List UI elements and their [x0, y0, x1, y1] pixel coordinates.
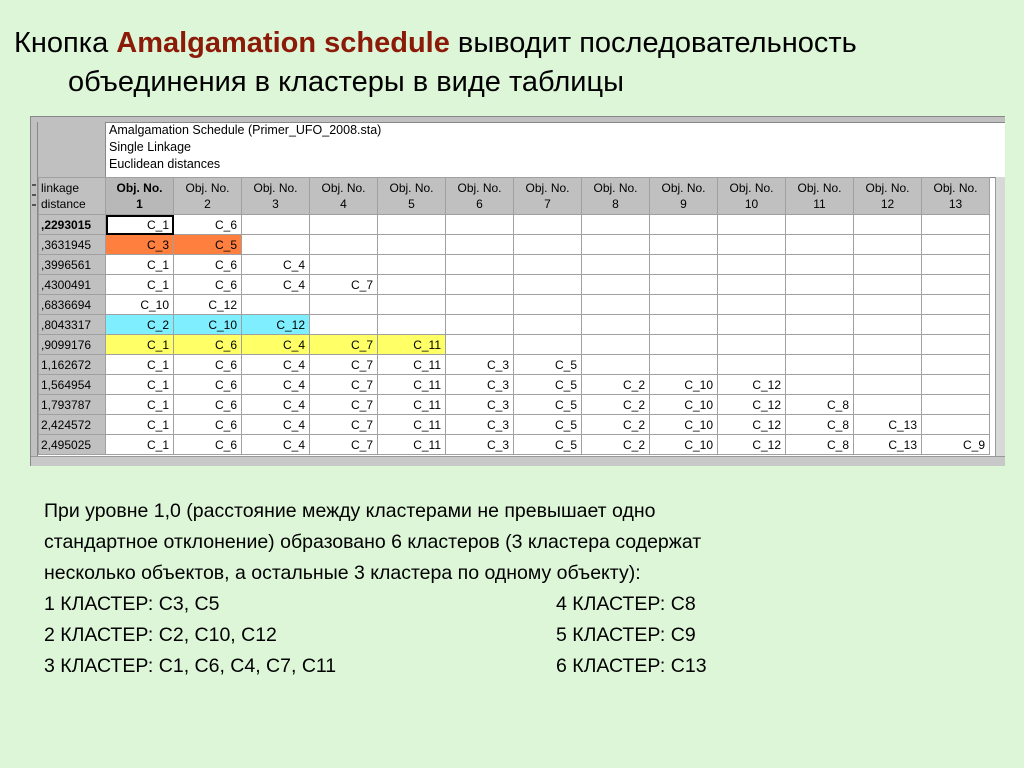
column-header-obj-12[interactable]: Obj. No. 12 — [854, 178, 922, 215]
table-cell[interactable] — [242, 215, 310, 235]
table-cell[interactable] — [446, 215, 514, 235]
table-cell[interactable] — [650, 235, 718, 255]
table-cell[interactable]: C_9 — [922, 435, 990, 455]
table-cell[interactable]: C_10 — [174, 315, 242, 335]
column-header-obj-1[interactable]: Obj. No. 1 — [106, 178, 174, 215]
table-cell[interactable]: C_4 — [242, 355, 310, 375]
table-cell[interactable]: C_6 — [174, 415, 242, 435]
table-cell[interactable] — [650, 295, 718, 315]
table-cell[interactable]: C_2 — [582, 415, 650, 435]
info-line-2: Single Linkage — [109, 140, 192, 154]
info-line-1: Amalgamation Schedule (Primer_UFO_2008.sta) — [109, 123, 382, 137]
table-cell[interactable]: C_7 — [310, 435, 378, 455]
linkage-distance-header[interactable]: linkage distance — [39, 178, 106, 215]
table-cell[interactable] — [310, 295, 378, 315]
table-cell[interactable]: C_1 — [106, 355, 174, 375]
table-cell[interactable] — [378, 295, 446, 315]
table-cell[interactable] — [854, 335, 922, 355]
table-cell[interactable] — [242, 235, 310, 255]
table-cell[interactable] — [514, 275, 582, 295]
cluster-row-3 — [44, 651, 1004, 682]
table-cell[interactable]: C_6 — [174, 255, 242, 275]
table-cell[interactable]: C_4 — [242, 255, 310, 275]
table-cell[interactable] — [786, 275, 854, 295]
table-cell[interactable] — [718, 255, 786, 275]
table-cell[interactable] — [446, 275, 514, 295]
table-cell[interactable] — [650, 315, 718, 335]
table-cell[interactable]: C_1 — [106, 435, 174, 455]
row-header-strip[interactable] — [31, 122, 38, 466]
title-suffix: выводит последовательность — [449, 27, 857, 59]
table-cell[interactable]: C_10 — [650, 415, 718, 435]
row-header-distance[interactable]: ,2293015 — [39, 215, 106, 235]
table-cell[interactable]: C_1 — [106, 215, 174, 235]
table-cell[interactable]: C_4 — [242, 375, 310, 395]
table-cell[interactable]: C_5 — [174, 235, 242, 255]
table-cell[interactable] — [786, 215, 854, 235]
table-cell[interactable] — [582, 315, 650, 335]
spreadsheet-window — [30, 116, 1005, 466]
table-cell[interactable]: C_11 — [378, 435, 446, 455]
table-cell[interactable] — [786, 335, 854, 355]
table-cell[interactable]: C_3 — [446, 435, 514, 455]
table-cell[interactable]: C_6 — [174, 355, 242, 375]
table-cell[interactable]: C_12 — [718, 395, 786, 415]
table-cell[interactable]: C_7 — [310, 335, 378, 355]
table-cell[interactable]: C_6 — [174, 395, 242, 415]
title-line2: объединения в кластеры в виде таблицы — [68, 66, 624, 98]
table-cell[interactable] — [718, 335, 786, 355]
table-cell[interactable]: C_5 — [514, 415, 582, 435]
table-cell[interactable] — [718, 235, 786, 255]
row-header-distance[interactable]: ,6836694 — [39, 295, 106, 315]
table-cell[interactable]: C_3 — [446, 375, 514, 395]
table-cell[interactable] — [650, 335, 718, 355]
column-header-obj-11[interactable]: Obj. No. 11 — [786, 178, 854, 215]
table-cell[interactable] — [718, 275, 786, 295]
table-cell[interactable] — [854, 255, 922, 275]
table-cell[interactable] — [854, 315, 922, 335]
table-row — [39, 415, 990, 435]
column-header-obj-10[interactable]: Obj. No. 10 — [718, 178, 786, 215]
column-header-obj-2[interactable]: Obj. No. 2 — [174, 178, 242, 215]
table-cell[interactable] — [718, 355, 786, 375]
table-cell[interactable]: C_1 — [106, 255, 174, 275]
table-cell[interactable]: C_2 — [582, 395, 650, 415]
table-cell[interactable] — [786, 315, 854, 335]
table-cell[interactable] — [922, 355, 990, 375]
vertical-scrollbar[interactable] — [995, 177, 1005, 466]
column-header-obj-6[interactable]: Obj. No. 6 — [446, 178, 514, 215]
table-cell[interactable]: C_11 — [378, 375, 446, 395]
horizontal-scrollbar[interactable] — [31, 456, 1005, 466]
table-cell[interactable]: C_7 — [310, 415, 378, 435]
table-row — [39, 295, 990, 315]
table-cell[interactable]: C_12 — [174, 295, 242, 315]
table-cell[interactable] — [310, 215, 378, 235]
table-cell[interactable] — [922, 275, 990, 295]
row-header-distance[interactable]: 1,793787 — [39, 395, 106, 415]
table-cell[interactable]: C_10 — [650, 435, 718, 455]
table-cell[interactable]: C_3 — [446, 355, 514, 375]
table-row — [39, 355, 990, 375]
table-cell[interactable] — [650, 275, 718, 295]
table-cell[interactable] — [922, 375, 990, 395]
title-prefix: Кнопка — [14, 27, 117, 59]
title-highlight: Amalgamation schedule — [116, 27, 450, 59]
table-cell[interactable]: C_1 — [106, 375, 174, 395]
table-cell[interactable] — [514, 295, 582, 315]
cluster-5: 5 КЛАСТЕР: С9 — [556, 624, 696, 646]
table-cell[interactable] — [650, 355, 718, 375]
row-header-distance[interactable]: 2,424572 — [39, 415, 106, 435]
table-cell[interactable] — [446, 335, 514, 355]
table-cell[interactable]: C_2 — [582, 435, 650, 455]
table-cell[interactable]: C_11 — [378, 355, 446, 375]
table-cell[interactable]: C_4 — [242, 275, 310, 295]
table-cell[interactable]: C_5 — [514, 375, 582, 395]
table-cell[interactable] — [854, 215, 922, 235]
table-cell[interactable]: C_4 — [242, 415, 310, 435]
table-cell[interactable]: C_1 — [106, 275, 174, 295]
table-cell[interactable] — [514, 235, 582, 255]
column-header-obj-9[interactable]: Obj. No. 9 — [650, 178, 718, 215]
table-cell[interactable] — [514, 255, 582, 275]
table-cell[interactable] — [242, 295, 310, 315]
table-cell[interactable] — [446, 315, 514, 335]
table-row — [39, 215, 990, 235]
table-cell[interactable]: C_1 — [106, 335, 174, 355]
table-cell[interactable] — [922, 315, 990, 335]
table-row — [39, 275, 990, 295]
table-cell[interactable] — [650, 255, 718, 275]
text-line-2: стандартное отклонение) образовано 6 кластеров (3 кластера содержат — [44, 531, 702, 553]
cluster-row-1 — [44, 589, 1004, 620]
table-cell[interactable] — [922, 335, 990, 355]
row-header-distance[interactable]: 1,564954 — [39, 375, 106, 395]
table-cell[interactable] — [582, 295, 650, 315]
table-cell[interactable]: C_8 — [786, 415, 854, 435]
table-row — [39, 435, 990, 455]
table-cell[interactable]: C_10 — [650, 375, 718, 395]
row-header-distance[interactable]: ,8043317 — [39, 315, 106, 335]
table-cell[interactable]: C_4 — [242, 435, 310, 455]
table-cell[interactable] — [310, 255, 378, 275]
table-row — [39, 375, 990, 395]
text-line-1: При уровне 1,0 (расстояние между кластерами не превышает одно — [44, 500, 656, 522]
row-header-distance[interactable]: 2,495025 — [39, 435, 106, 455]
table-cell[interactable] — [922, 235, 990, 255]
table-cell[interactable]: C_11 — [378, 395, 446, 415]
amalgamation-table — [38, 177, 990, 455]
table-cell[interactable]: C_6 — [174, 335, 242, 355]
table-cell[interactable] — [854, 235, 922, 255]
table-row — [39, 315, 990, 335]
table-cell[interactable]: C_7 — [310, 375, 378, 395]
table-cell[interactable] — [446, 295, 514, 315]
info-line-3: Euclidean distances — [109, 157, 221, 171]
table-cell[interactable] — [582, 275, 650, 295]
column-header-obj-3[interactable]: Obj. No. 3 — [242, 178, 310, 215]
table-cell[interactable] — [718, 215, 786, 235]
table-row — [39, 335, 990, 355]
text-line-3: несколько объектов, а остальные 3 кластера по одному объекту): — [44, 562, 641, 584]
table-cell[interactable]: C_5 — [514, 395, 582, 415]
table-cell[interactable]: C_5 — [514, 355, 582, 375]
table-cell[interactable] — [514, 315, 582, 335]
table-cell[interactable]: C_8 — [786, 435, 854, 455]
cluster-row-2 — [44, 620, 1004, 651]
table-row — [39, 235, 990, 255]
table-cell[interactable] — [582, 255, 650, 275]
table-cell[interactable] — [786, 355, 854, 375]
table-cell[interactable] — [582, 355, 650, 375]
column-header-obj-4[interactable]: Obj. No. 4 — [310, 178, 378, 215]
table-cell[interactable]: C_7 — [310, 395, 378, 415]
table-cell[interactable] — [854, 395, 922, 415]
left-header-block — [38, 122, 106, 178]
cluster-4: 4 КЛАСТЕР: С8 — [556, 593, 696, 615]
cluster-1: 1 КЛАСТЕР: С3, С5 — [44, 593, 220, 615]
table-cell[interactable]: C_10 — [650, 395, 718, 415]
table-cell[interactable]: C_2 — [582, 375, 650, 395]
table-cell[interactable] — [310, 235, 378, 255]
table-cell[interactable]: C_13 — [854, 415, 922, 435]
table-cell[interactable] — [854, 355, 922, 375]
table-cell[interactable] — [922, 255, 990, 275]
table-cell[interactable] — [446, 235, 514, 255]
table-cell[interactable]: C_2 — [106, 315, 174, 335]
table-cell[interactable]: C_11 — [378, 335, 446, 355]
table-cell[interactable] — [718, 295, 786, 315]
table-cell[interactable] — [718, 315, 786, 335]
table-cell[interactable]: C_12 — [242, 315, 310, 335]
table-row — [39, 255, 990, 275]
table-cell[interactable]: C_12 — [718, 435, 786, 455]
table-cell[interactable]: C_6 — [174, 435, 242, 455]
table-cell[interactable] — [582, 235, 650, 255]
table-cell[interactable] — [922, 415, 990, 435]
cluster-3: 3 КЛАСТЕР: С1, С6, С4, С7, С11 — [44, 655, 337, 677]
row-header-distance[interactable]: 1,162672 — [39, 355, 106, 375]
table-cell[interactable] — [786, 255, 854, 275]
table-cell[interactable] — [378, 315, 446, 335]
table-cell[interactable] — [854, 275, 922, 295]
table-cell[interactable] — [854, 295, 922, 315]
table-cell[interactable] — [378, 215, 446, 235]
table-cell[interactable] — [854, 375, 922, 395]
table-cell[interactable]: C_6 — [174, 275, 242, 295]
column-header-obj-13[interactable]: Obj. No. 13 — [922, 178, 990, 215]
column-header-obj-7[interactable]: Obj. No. 7 — [514, 178, 582, 215]
table-cell[interactable] — [786, 295, 854, 315]
table-cell[interactable]: C_7 — [310, 275, 378, 295]
table-cell[interactable] — [514, 335, 582, 355]
table-cell[interactable] — [378, 235, 446, 255]
table-cell[interactable]: C_6 — [174, 215, 242, 235]
table-cell[interactable]: C_5 — [514, 435, 582, 455]
table-cell[interactable]: C_13 — [854, 435, 922, 455]
table-cell[interactable] — [582, 215, 650, 235]
table-cell[interactable]: C_7 — [310, 355, 378, 375]
table-cell[interactable]: C_12 — [718, 375, 786, 395]
table-cell[interactable]: C_3 — [446, 395, 514, 415]
table-cell[interactable]: C_6 — [174, 375, 242, 395]
cluster-6: 6 КЛАСТЕР: С13 — [556, 655, 707, 677]
table-cell[interactable]: C_8 — [786, 395, 854, 415]
table-cell[interactable]: C_12 — [718, 415, 786, 435]
table-cell[interactable]: C_4 — [242, 335, 310, 355]
table-cell[interactable]: C_3 — [446, 415, 514, 435]
table-cell[interactable]: C_3 — [106, 235, 174, 255]
table-cell[interactable]: C_11 — [378, 415, 446, 435]
table-cell[interactable]: C_1 — [106, 415, 174, 435]
table-cell[interactable] — [310, 315, 378, 335]
table-cell[interactable] — [922, 295, 990, 315]
explanation-text — [44, 496, 1004, 682]
table-cell[interactable] — [650, 215, 718, 235]
table-cell[interactable]: C_4 — [242, 395, 310, 415]
table-cell[interactable]: C_10 — [106, 295, 174, 315]
table-cell[interactable] — [446, 255, 514, 275]
slide-title — [14, 24, 1014, 102]
table-cell[interactable] — [378, 255, 446, 275]
table-cell[interactable] — [922, 395, 990, 415]
table-row — [39, 395, 990, 415]
row-header-distance[interactable]: ,9099176 — [39, 335, 106, 355]
schedule-info — [106, 122, 1005, 178]
table-cell[interactable] — [582, 335, 650, 355]
table-cell[interactable] — [514, 215, 582, 235]
column-header-obj-8[interactable]: Obj. No. 8 — [582, 178, 650, 215]
column-header-obj-5[interactable]: Obj. No. 5 — [378, 178, 446, 215]
table-cell[interactable] — [378, 275, 446, 295]
table-cell[interactable] — [786, 375, 854, 395]
cluster-2: 2 КЛАСТЕР: С2, С10, С12 — [44, 624, 277, 646]
table-cell[interactable] — [922, 215, 990, 235]
row-header-distance[interactable]: ,4300491 — [39, 275, 106, 295]
table-cell[interactable] — [786, 235, 854, 255]
table-cell[interactable]: C_1 — [106, 395, 174, 415]
row-header-distance[interactable]: ,3996561 — [39, 255, 106, 275]
row-header-distance[interactable]: ,3631945 — [39, 235, 106, 255]
